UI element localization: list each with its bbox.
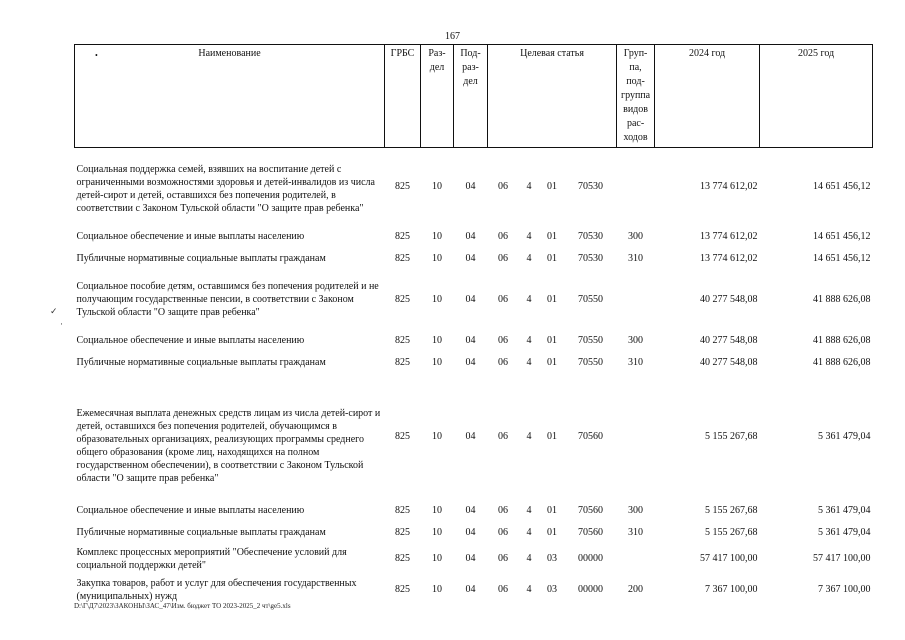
row-rz: 10 bbox=[432, 357, 442, 368]
row-grbs: 825 bbox=[395, 181, 410, 193]
row-pr: 04 bbox=[465, 584, 476, 595]
row-t4: 70550 bbox=[578, 357, 604, 368]
row-y2025: 41 888 626,08 bbox=[813, 294, 871, 305]
row-name: Публичные нормативные социальные выплаты гражданам bbox=[76, 253, 326, 264]
row-grbs: 825 bbox=[395, 231, 410, 242]
row-grbs: 825 bbox=[395, 505, 410, 516]
row-t3: 01 bbox=[547, 505, 557, 516]
row-rz: 10 bbox=[432, 527, 442, 538]
row-grbs: 825 bbox=[395, 357, 410, 368]
row-t4: 70560 bbox=[578, 505, 604, 516]
header-row bbox=[75, 45, 873, 148]
row-t1: 06 bbox=[498, 527, 508, 538]
row-vr bbox=[617, 270, 655, 330]
header-expense-group: Груп- па, под- группа видов рас- ходов bbox=[617, 45, 655, 148]
row-rz: 10 bbox=[432, 584, 442, 595]
row-t3: 01 bbox=[547, 335, 557, 346]
row-t1: 06 bbox=[498, 553, 508, 564]
row-rz: 10 bbox=[432, 181, 442, 193]
row-grbs: 825 bbox=[395, 553, 410, 564]
row-pr: 04 bbox=[465, 527, 476, 538]
row-y2025: 14 651 456,12 bbox=[813, 231, 871, 242]
table-row bbox=[75, 352, 873, 374]
margin-dot-icon: · bbox=[60, 319, 63, 329]
row-t4: 70530 bbox=[578, 181, 604, 193]
row-y2025: 41 888 626,08 bbox=[813, 357, 871, 368]
row-rz: 10 bbox=[432, 253, 442, 264]
row-t2: 4 bbox=[526, 505, 532, 516]
row-y2024: 40 277 548,08 bbox=[700, 335, 758, 346]
row-y2025: 57 417 100,00 bbox=[813, 553, 871, 564]
row-t3: 01 bbox=[547, 431, 557, 442]
row-t2: 4 bbox=[526, 431, 532, 442]
row-name: Социальное обеспечение и иные выплаты населению bbox=[76, 231, 305, 242]
row-t2: 4 bbox=[526, 527, 532, 538]
header-subsection: Под- раз- дел bbox=[454, 45, 488, 148]
table-row bbox=[75, 226, 873, 248]
row-pr: 04 bbox=[465, 253, 476, 264]
row-pr: 04 bbox=[465, 357, 476, 368]
row-pr: 04 bbox=[465, 294, 476, 305]
row-t2: 4 bbox=[526, 294, 532, 305]
table-row bbox=[75, 544, 873, 574]
row-t2: 4 bbox=[526, 553, 532, 564]
header-2025: 2025 год bbox=[760, 45, 873, 148]
row-name: Социальная поддержка семей, взявших на воспитание детей с ограниченными возможностями здоровья и детей-инвалидов из числа детей-сирот и детей, оставшихся без попечения родителей, в соответствии с Законом Тульской области "О защите прав ребенка" bbox=[76, 163, 375, 214]
row-name: Публичные нормативные социальные выплаты гражданам bbox=[76, 357, 326, 368]
row-y2024: 5 155 267,68 bbox=[705, 505, 758, 516]
table-row bbox=[75, 248, 873, 270]
row-pr: 04 bbox=[465, 231, 476, 242]
row-t3: 01 bbox=[547, 357, 557, 368]
row-t3: 01 bbox=[547, 231, 557, 242]
row-y2024: 13 774 612,02 bbox=[700, 231, 758, 242]
margin-tick-icon: ✓ bbox=[50, 306, 58, 316]
row-t1: 06 bbox=[498, 181, 508, 193]
row-name: Комплекс процессных мероприятий "Обеспечение условий для социальной поддержки детей" bbox=[76, 546, 347, 571]
row-vr: 300 bbox=[628, 335, 644, 346]
row-t4: 00000 bbox=[578, 553, 604, 564]
row-y2025: 7 367 100,00 bbox=[818, 584, 871, 595]
row-vr bbox=[617, 544, 655, 574]
row-t4: 70530 bbox=[578, 231, 604, 242]
row-t3: 01 bbox=[547, 294, 557, 305]
row-vr: 310 bbox=[628, 253, 644, 264]
footer-file-path: D:\Г\Д7\2023\ЗАКОНЫ\ЗАС_47\Изм. бюджет ТО 2023-2025_2 чт\ge5.xls bbox=[74, 602, 291, 610]
row-y2024: 57 417 100,00 bbox=[700, 553, 758, 564]
row-name: Закупка товаров, работ и услуг для обеспечения государственных (муниципальных) нужд bbox=[76, 577, 357, 602]
row-vr: 310 bbox=[628, 527, 644, 538]
row-y2025: 41 888 626,08 bbox=[813, 335, 871, 346]
table-row bbox=[75, 374, 873, 500]
row-t2: 4 bbox=[526, 231, 532, 242]
row-t4: 70560 bbox=[578, 527, 604, 538]
row-vr: 200 bbox=[628, 584, 644, 595]
row-name: Социальное обеспечение и иные выплаты населению bbox=[76, 505, 305, 516]
row-t3: 03 bbox=[547, 553, 557, 564]
row-t3: 01 bbox=[547, 527, 557, 538]
row-t1: 06 bbox=[498, 335, 508, 346]
row-t1: 06 bbox=[498, 505, 508, 516]
row-y2024: 13 774 612,02 bbox=[700, 181, 758, 193]
row-t2: 4 bbox=[526, 584, 532, 595]
row-vr bbox=[617, 148, 655, 226]
row-y2024: 5 155 267,68 bbox=[705, 527, 758, 538]
row-vr: 300 bbox=[628, 231, 644, 242]
row-rz: 10 bbox=[432, 553, 442, 564]
row-y2025: 5 361 479,04 bbox=[818, 527, 871, 538]
table-row bbox=[75, 500, 873, 522]
row-t4: 70560 bbox=[578, 431, 604, 442]
row-rz: 10 bbox=[432, 335, 442, 346]
row-t1: 06 bbox=[498, 294, 508, 305]
page-number: 167 bbox=[445, 31, 460, 42]
row-t2: 4 bbox=[526, 181, 532, 193]
row-name: Ежемесячная выплата денежных средств лицам из числа детей-сирот и детей, оставшихся без попечения родителей, обучающимся в образовательных организациях, реализующих программы среднего общего образования (кроме лиц, находящихся на полном государственном обеспечении), в соответствии с Законом Тульской области "О защите прав ребенка" bbox=[76, 407, 381, 484]
row-name: Публичные нормативные социальные выплаты гражданам bbox=[76, 527, 326, 538]
table-row bbox=[75, 574, 873, 606]
row-t4: 00000 bbox=[578, 584, 604, 595]
row-y2024: 7 367 100,00 bbox=[705, 584, 758, 595]
row-y2024: 40 277 548,08 bbox=[700, 294, 758, 305]
row-grbs: 825 bbox=[395, 335, 410, 346]
table-row bbox=[75, 522, 873, 544]
row-rz: 10 bbox=[432, 231, 442, 242]
row-grbs: 825 bbox=[395, 294, 410, 305]
header-grbs: ГРБС bbox=[385, 45, 421, 148]
row-y2025: 14 651 456,12 bbox=[813, 253, 871, 264]
row-grbs: 825 bbox=[395, 527, 410, 538]
row-vr bbox=[617, 374, 655, 500]
row-t2: 4 bbox=[526, 335, 532, 346]
row-y2024: 5 155 267,68 bbox=[705, 431, 758, 442]
row-t1: 06 bbox=[498, 253, 508, 264]
table-row bbox=[75, 148, 873, 226]
row-y2024: 13 774 612,02 bbox=[700, 253, 758, 264]
row-t4: 70550 bbox=[578, 335, 604, 346]
row-t1: 06 bbox=[498, 357, 508, 368]
header-name: Наименование bbox=[75, 45, 385, 148]
budget-table bbox=[74, 44, 873, 606]
row-t2: 4 bbox=[526, 357, 532, 368]
row-grbs: 825 bbox=[395, 431, 410, 442]
row-t3: 03 bbox=[547, 584, 557, 595]
header-section: Раз- дел bbox=[421, 45, 454, 148]
row-y2025: 5 361 479,04 bbox=[818, 505, 871, 516]
row-name: Социальное пособие детям, оставшимся без попечения родителей и не получающим государственные пенсии, в соответствии с Законом Тульской области "О защите прав ребенка" bbox=[76, 281, 379, 318]
row-pr: 04 bbox=[465, 181, 476, 193]
row-t1: 06 bbox=[498, 231, 508, 242]
row-pr: 04 bbox=[465, 505, 476, 516]
row-y2024: 40 277 548,08 bbox=[700, 357, 758, 368]
row-rz: 10 bbox=[432, 505, 442, 516]
header-2024: 2024 год bbox=[655, 45, 760, 148]
table-row bbox=[75, 270, 873, 330]
row-y2025: 5 361 479,04 bbox=[818, 431, 871, 442]
row-rz: 10 bbox=[432, 294, 442, 305]
row-t1: 06 bbox=[498, 584, 508, 595]
row-rz: 10 bbox=[432, 431, 442, 442]
row-vr: 300 bbox=[628, 505, 644, 516]
row-t4: 70550 bbox=[578, 294, 604, 305]
row-t3: 01 bbox=[547, 253, 557, 264]
row-grbs: 825 bbox=[395, 253, 410, 264]
row-t1: 06 bbox=[498, 431, 508, 442]
row-pr: 04 bbox=[465, 431, 476, 442]
bullet-dot-icon: • bbox=[95, 51, 98, 60]
row-pr: 04 bbox=[465, 335, 476, 346]
row-y2025: 14 651 456,12 bbox=[813, 181, 871, 193]
header-target-article: Целевая статья bbox=[488, 45, 617, 148]
row-vr: 310 bbox=[628, 357, 644, 368]
row-t2: 4 bbox=[526, 253, 532, 264]
row-name: Социальное обеспечение и иные выплаты населению bbox=[76, 335, 305, 346]
table-row bbox=[75, 330, 873, 352]
row-grbs: 825 bbox=[395, 584, 410, 595]
row-t3: 01 bbox=[547, 181, 557, 193]
row-t4: 70530 bbox=[578, 253, 604, 264]
row-pr: 04 bbox=[465, 553, 476, 564]
